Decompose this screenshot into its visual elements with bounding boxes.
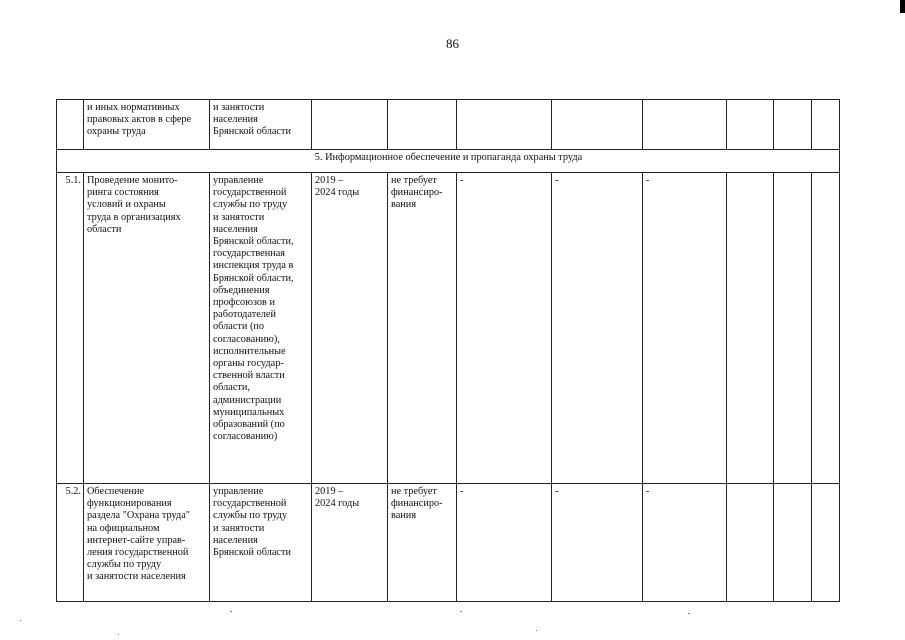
period-cell: 2019 – 2024 годы [312, 173, 388, 484]
executor-cell: управление государственной службы по труду и занятости населения Брянской области, государственная инспекция труда в Брянской области, объединения профсоюзов и работодателей области (по согласованию), исполнительные органы государ- ственной власти области, администрации муниципальных образований (по согласованию) [210, 173, 312, 484]
scan-speck [118, 634, 119, 635]
activity-cell: Обеспечение функционирования раздела "Охрана труда" на официальном интернет-сайте управ- ления государственной службы по труду и занятости населения [84, 484, 210, 602]
page-number: 86 [446, 36, 459, 51]
table-cell [812, 484, 840, 602]
activities-table [56, 99, 840, 602]
activity-cell: и иных нормативных правовых актов в сфере охраны труда [84, 100, 210, 150]
value-cell: - [457, 484, 552, 602]
value-cell: - [643, 173, 727, 484]
row-number: 5.1. [57, 173, 84, 484]
section-title: 5. Информационное обеспечение и пропаганда охраны труда [57, 150, 840, 173]
period-cell: 2019 – 2024 годы [312, 484, 388, 602]
table-cell [388, 100, 457, 150]
table-cell [457, 100, 552, 150]
funding-cell: не требует финансиро- вания [388, 173, 457, 484]
table-cell [774, 484, 812, 602]
funding-cell: не требует финансиро- вания [388, 484, 457, 602]
scan-speck [460, 611, 462, 612]
scan-speck [536, 630, 537, 631]
table-cell [812, 173, 840, 484]
executor-cell: управление государственной службы по труду и занятости населения Брянской области [210, 484, 312, 602]
table-cell [774, 173, 812, 484]
scan-speck [688, 613, 690, 614]
table-cell [774, 100, 812, 150]
executor-cell: и занятости населения Брянской области [210, 100, 312, 150]
table-cell [727, 484, 774, 602]
table-cell [312, 100, 388, 150]
section-row [57, 150, 840, 173]
table-cell [727, 173, 774, 484]
table-cell [643, 100, 727, 150]
continuation-row [57, 100, 840, 150]
value-cell: - [552, 484, 643, 602]
table-cell [812, 100, 840, 150]
scan-speck [20, 620, 21, 621]
scan-speck [230, 611, 232, 612]
table-cell [552, 100, 643, 150]
table-row [57, 484, 840, 602]
value-cell: - [643, 484, 727, 602]
value-cell: - [457, 173, 552, 484]
activity-cell: Проведение монито- ринга состояния условий и охраны труда в организациях области [84, 173, 210, 484]
value-cell: - [552, 173, 643, 484]
table-row [57, 173, 840, 484]
table-cell [727, 100, 774, 150]
corner-mark [900, 0, 905, 13]
table-cell [57, 100, 84, 150]
row-number: 5.2. [57, 484, 84, 602]
